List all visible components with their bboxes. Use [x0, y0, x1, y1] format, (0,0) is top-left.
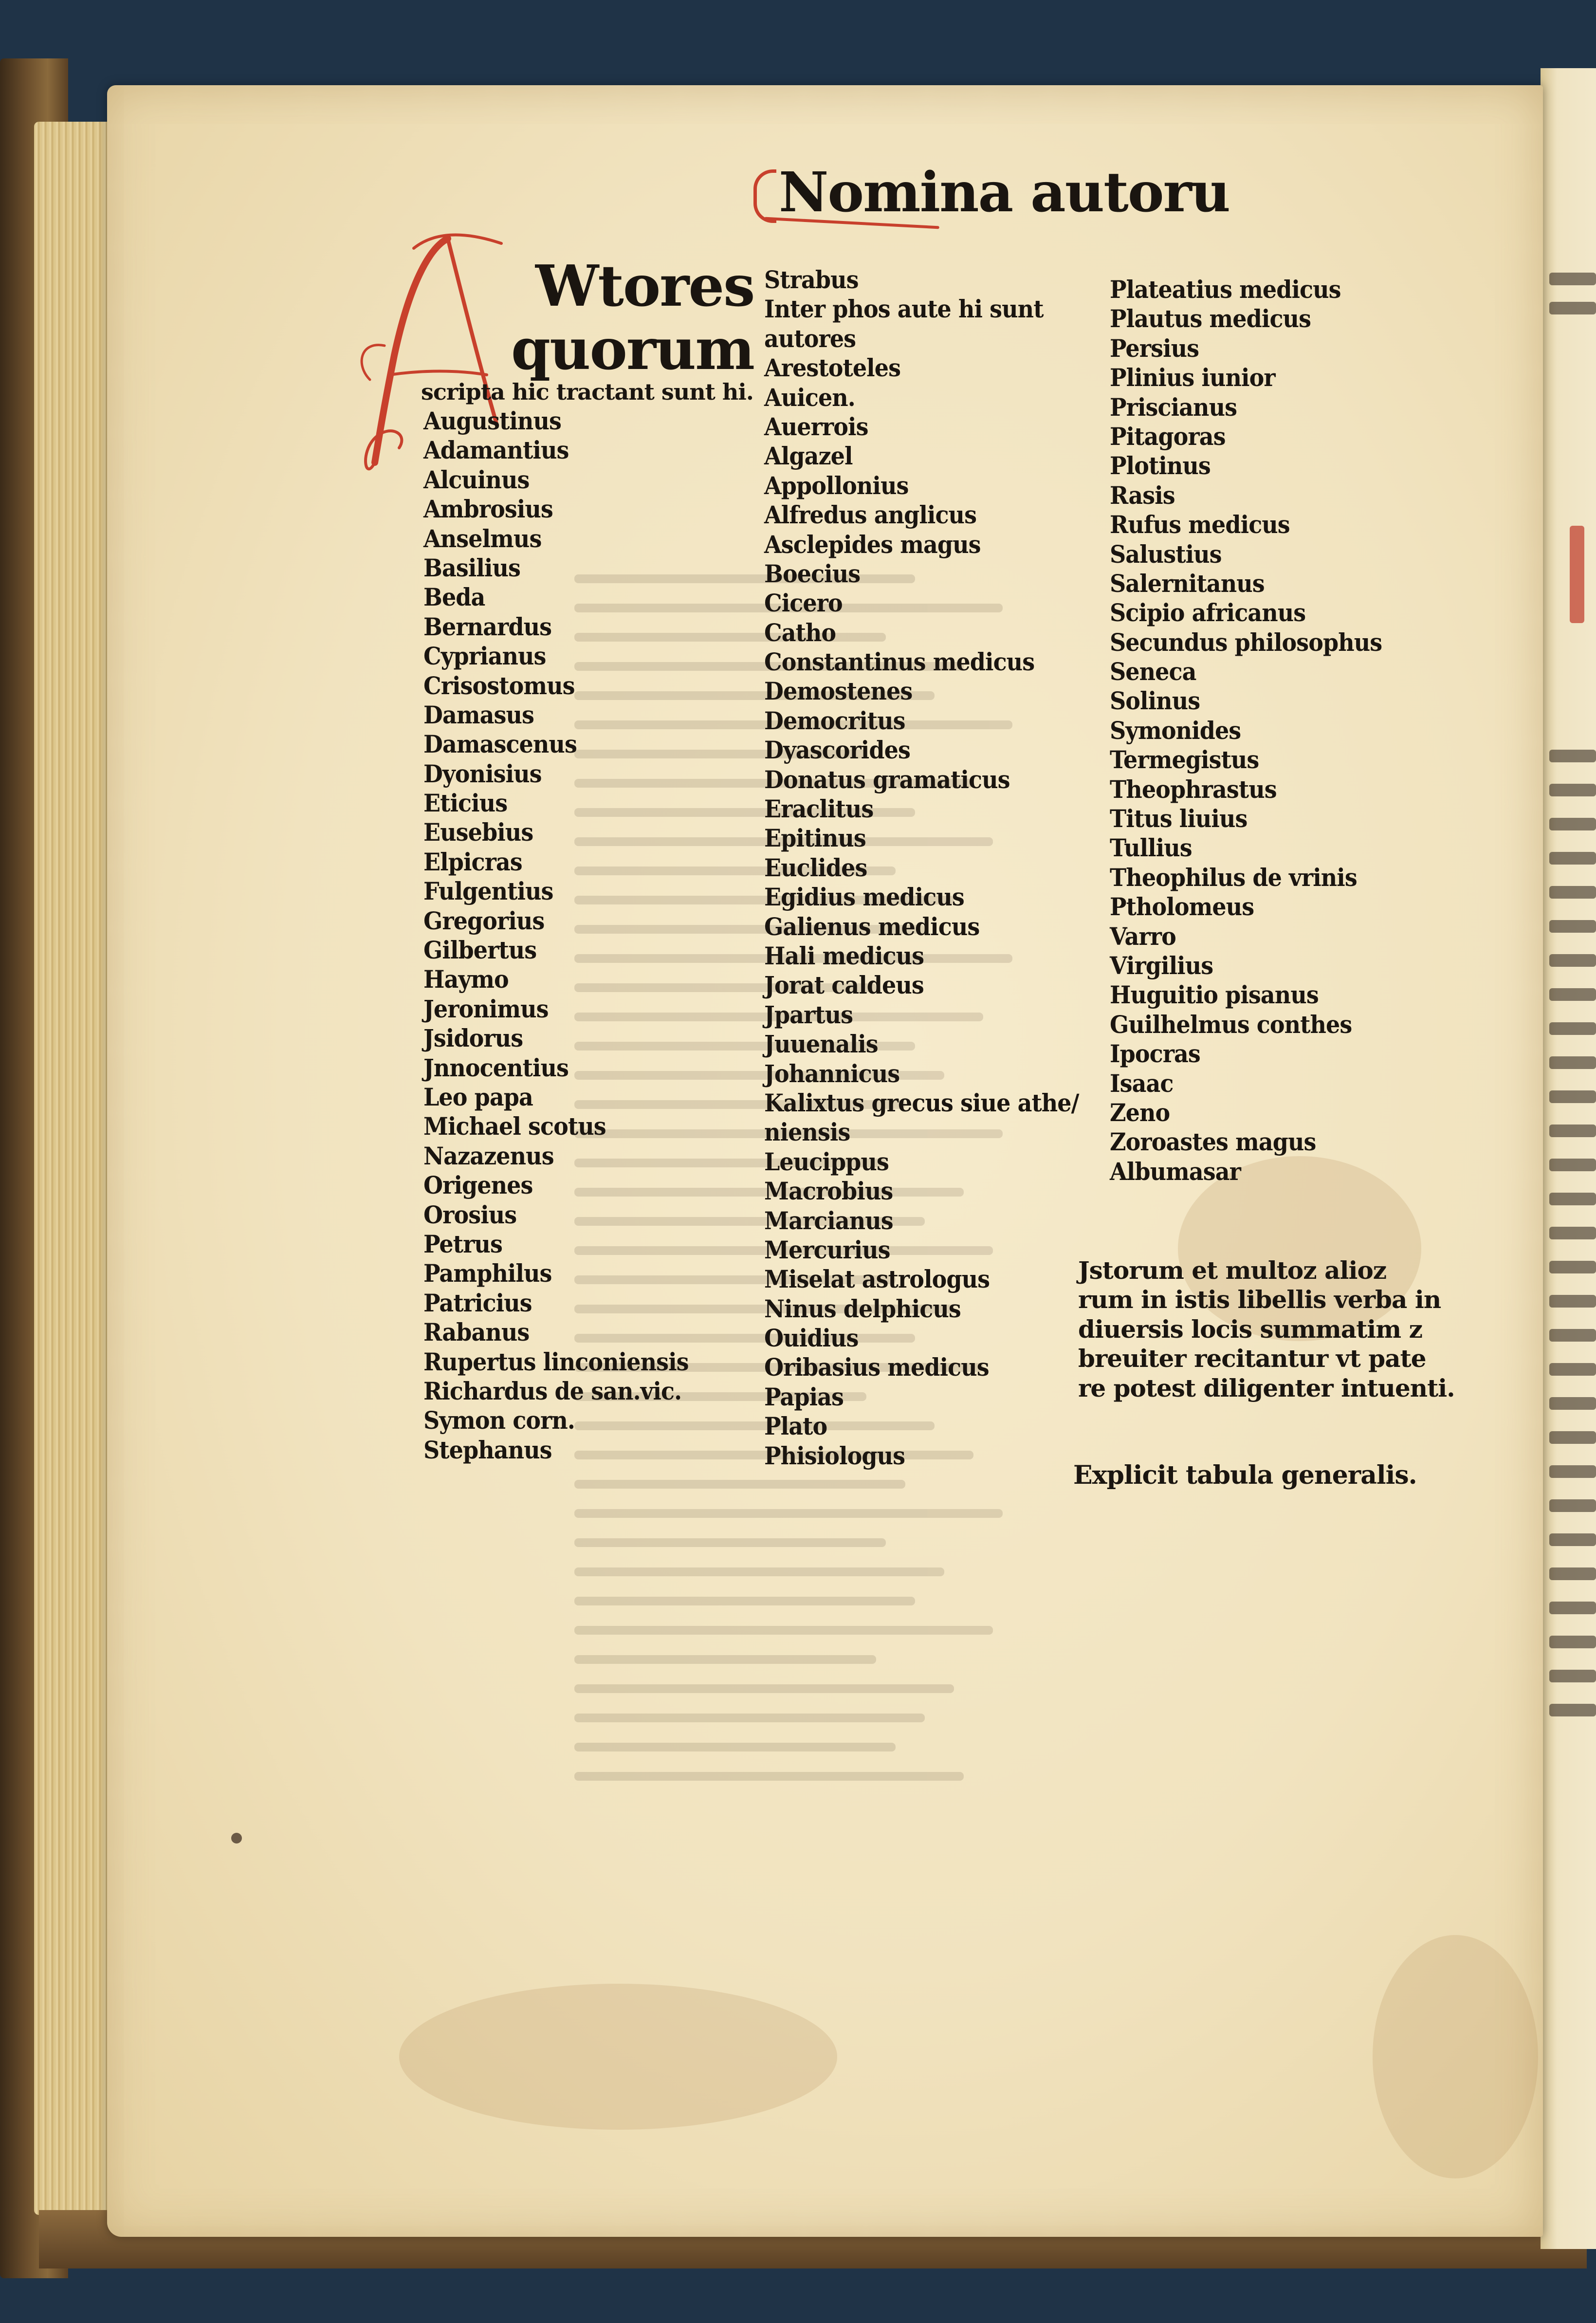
author-name: Termegistus: [1110, 745, 1259, 774]
facing-page-text: [1549, 273, 1596, 285]
author-name: Basilius: [423, 553, 520, 582]
author-name: Scipio africanus: [1110, 598, 1306, 627]
author-name: Algazel: [764, 442, 853, 471]
author-name: Dyascorides: [764, 736, 910, 765]
author-name: Michael scotus: [423, 1112, 606, 1141]
facing-page-text: [1549, 886, 1596, 899]
author-name: Marcianus: [764, 1206, 893, 1235]
facing-page-text: [1549, 1397, 1596, 1410]
foxing-stain: [399, 1984, 837, 2130]
author-name: Inter phos aute hi sunt: [764, 295, 1044, 324]
author-name: Ninus delphicus: [764, 1294, 961, 1323]
facing-page-text: [1549, 1636, 1596, 1648]
author-name: Macrobius: [764, 1177, 893, 1206]
facing-page-text: [1549, 1090, 1596, 1103]
author-name: Arestoteles: [764, 353, 901, 383]
author-name: Gilbertus: [423, 936, 537, 965]
author-name: Dyonisius: [423, 759, 542, 788]
facing-page-text: [1549, 1431, 1596, 1444]
author-name: Auerrois: [764, 412, 868, 441]
author-name: Plotinus: [1110, 451, 1211, 480]
facing-page-text: [1549, 1602, 1596, 1614]
author-name: Cicero: [764, 589, 843, 618]
closing-paragraph: [1078, 1256, 1455, 1403]
author-name: Rupertus linconiensis: [423, 1347, 689, 1376]
author-name: Catho: [764, 618, 836, 647]
author-name: Eticius: [423, 789, 508, 818]
facing-page-text: [1549, 988, 1596, 1001]
author-name: Leo papa: [423, 1082, 533, 1111]
author-name: Priscianus: [1110, 392, 1237, 422]
facing-page-text: [1549, 1193, 1596, 1205]
author-name: Papias: [764, 1382, 844, 1411]
facing-page-text: [1549, 1533, 1596, 1546]
facing-page-text: [1549, 302, 1596, 314]
author-name: Augustinus: [423, 406, 561, 435]
facing-page-text: [1549, 920, 1596, 933]
closing-line: rum in istis libellis verba in: [1078, 1285, 1441, 1314]
author-name: Seneca: [1110, 657, 1196, 686]
author-name: Donatus gramaticus: [764, 765, 1010, 794]
author-name: Rasis: [1110, 480, 1175, 510]
author-name: Alcuinus: [423, 465, 530, 494]
author-name: Constantinus medicus: [764, 647, 1035, 677]
author-name: Fulgentius: [423, 877, 553, 906]
author-name: Virgilius: [1110, 951, 1213, 980]
author-name: Cyprianus: [423, 642, 546, 671]
facing-page-text: [1549, 784, 1596, 796]
author-name: Euclides: [764, 853, 867, 882]
closing-line: breuiter recitantur vt pate: [1078, 1344, 1426, 1373]
facing-page-text: [1549, 1261, 1596, 1273]
author-name: Democritus: [764, 706, 905, 735]
author-name: Symonides: [1110, 716, 1241, 745]
author-name: Zeno: [1110, 1098, 1170, 1127]
author-name: Zoroastes magus: [1110, 1127, 1316, 1157]
facing-page-text: [1549, 1329, 1596, 1342]
facing-page-text: [1549, 852, 1596, 865]
author-name: Isaac: [1110, 1069, 1174, 1098]
paper-hole: [231, 1833, 242, 1844]
closing-line: Jstorum et multoz alioz: [1078, 1256, 1387, 1285]
author-name: Eraclitus: [764, 794, 874, 824]
author-name: Albumasar: [1110, 1157, 1241, 1186]
author-name: Orosius: [423, 1200, 517, 1229]
author-column-2: [764, 265, 1079, 1471]
author-name: Titus liuius: [1110, 804, 1247, 833]
facing-page-initial: [1570, 526, 1584, 623]
author-name: Pamphilus: [423, 1259, 552, 1288]
author-name: Plinius iunior: [1110, 363, 1275, 392]
author-name: Petrus: [423, 1229, 502, 1258]
author-name: Stephanus: [423, 1435, 552, 1464]
author-name: Solinus: [1110, 686, 1200, 716]
author-name: Pitagoras: [1110, 422, 1226, 451]
author-name: Salustius: [1110, 539, 1222, 569]
author-name: Huguitio pisanus: [1110, 980, 1319, 1010]
facing-page-text: [1549, 1159, 1596, 1171]
author-name: Elpicras: [423, 847, 522, 876]
facing-page-text: [1549, 1670, 1596, 1682]
author-name: Plateatius medicus: [1110, 275, 1341, 304]
intro-line-2: quorum: [511, 316, 754, 383]
author-column-1: [423, 406, 689, 1465]
author-name: Oribasius medicus: [764, 1353, 989, 1382]
author-name: niensis: [764, 1118, 850, 1147]
author-name: autores: [764, 324, 856, 353]
author-name: Adamantius: [423, 436, 569, 465]
author-name: Alfredus anglicus: [764, 500, 977, 530]
author-name: Patricius: [423, 1288, 532, 1317]
facing-page-text: [1549, 1465, 1596, 1478]
author-name: Mercurius: [764, 1235, 890, 1264]
facing-page-text: [1549, 1704, 1596, 1716]
intro-line-3: scripta hic tractant sunt hi.: [421, 379, 753, 405]
author-name: Asclepides magus: [764, 530, 981, 559]
author-name: Juuenalis: [764, 1030, 878, 1059]
author-name: Jpartus: [764, 1000, 853, 1029]
author-name: Symon corn.: [423, 1406, 575, 1435]
facing-page-text: [1549, 1567, 1596, 1580]
author-name: Appollonius: [764, 471, 909, 500]
facing-page-text: [1549, 818, 1596, 830]
author-name: Galienus medicus: [764, 912, 980, 941]
author-name: Salernitanus: [1110, 569, 1265, 598]
author-name: Kalixtus grecus siue athe/: [764, 1088, 1079, 1117]
author-name: Origenes: [423, 1171, 533, 1200]
author-name: Johannicus: [764, 1059, 900, 1088]
author-name: Beda: [423, 583, 485, 612]
author-name: Miselat astrologus: [764, 1265, 990, 1294]
facing-page-text: [1549, 954, 1596, 967]
facing-page-text: [1549, 1227, 1596, 1239]
author-name: Ptholomeus: [1110, 892, 1254, 922]
author-name: Gregorius: [423, 906, 545, 935]
author-name: Secundus philosophus: [1110, 627, 1382, 657]
author-name: Egidius medicus: [764, 883, 964, 912]
author-name: Persius: [1110, 333, 1199, 363]
author-name: Phisiologus: [764, 1441, 905, 1470]
facing-page-text: [1549, 1022, 1596, 1035]
author-name: Rufus medicus: [1110, 510, 1290, 539]
author-name: Nazazenus: [423, 1141, 554, 1170]
author-name: Varro: [1110, 922, 1176, 951]
author-name: Crisostomus: [423, 671, 575, 700]
author-name: Bernardus: [423, 612, 552, 641]
facing-page-text: [1549, 1056, 1596, 1069]
intro-line-1: Wtores: [535, 253, 754, 319]
author-name: Rabanus: [423, 1318, 530, 1347]
author-name: Boecius: [764, 559, 861, 588]
facing-page-text: [1549, 1125, 1596, 1137]
author-name: Leucippus: [764, 1147, 889, 1176]
author-name: Strabus: [764, 265, 859, 294]
author-name: Theophrastus: [1110, 774, 1277, 804]
author-name: Haymo: [423, 965, 509, 994]
facing-page-text: [1549, 1295, 1596, 1308]
author-name: Hali medicus: [764, 941, 924, 970]
author-name: Plato: [764, 1412, 827, 1441]
author-name: Jsidorus: [423, 1024, 523, 1053]
page-heading: Nomina autoru: [779, 161, 1229, 224]
author-name: Epitinus: [764, 824, 866, 853]
rubric-paragraph-mark: [753, 169, 776, 223]
author-column-3: [1110, 275, 1382, 1186]
closing-line: diuersis locis summatim z: [1078, 1314, 1423, 1344]
author-name: Plautus medicus: [1110, 304, 1311, 333]
author-name: Eusebius: [423, 818, 533, 847]
page-edges: [34, 122, 117, 2215]
author-name: Damasus: [423, 700, 534, 729]
closing-line: re potest diligenter intuenti.: [1078, 1373, 1455, 1402]
facing-page: [1541, 68, 1596, 2249]
author-name: Guilhelmus conthes: [1110, 1010, 1352, 1039]
author-name: Ipocras: [1110, 1039, 1200, 1069]
foxing-stain: [1373, 1935, 1538, 2178]
author-name: Ambrosius: [423, 495, 553, 524]
author-name: Auicen.: [764, 383, 855, 412]
author-name: Richardus de san.vic.: [423, 1376, 682, 1405]
facing-page-text: [1549, 750, 1596, 762]
author-name: Damascenus: [423, 730, 577, 759]
author-name: Demostenes: [764, 677, 913, 706]
author-name: Jeronimus: [423, 994, 549, 1023]
author-name: Theophilus de vrinis: [1110, 863, 1357, 892]
explicit-line: Explicit tabula generalis.: [1073, 1460, 1417, 1490]
facing-page-text: [1549, 1499, 1596, 1512]
facing-page-text: [1549, 1363, 1596, 1376]
author-name: Jorat caldeus: [764, 971, 924, 1000]
author-name: Tullius: [1110, 833, 1192, 863]
author-name: Anselmus: [423, 524, 542, 553]
author-name: Ouidius: [764, 1324, 859, 1353]
author-name: Jnnocentius: [423, 1053, 569, 1082]
